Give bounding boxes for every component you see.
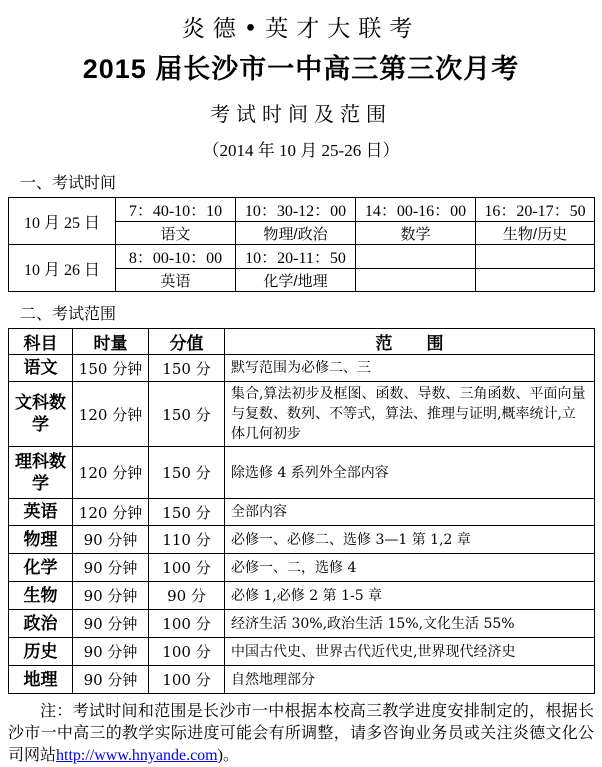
subject-cell	[476, 269, 595, 292]
footnote-text: 注：考试时间和范围是长沙市一中根据本校高三教学进度安排制定的，根据长沙市一中高三的教学实际进度可能会有所调整，请多咨询业务员或关注炎德文化公司网站	[8, 703, 594, 764]
score-cell: 100 分	[149, 610, 225, 638]
subject-name: 语文	[9, 355, 73, 382]
score-cell: 100 分	[149, 666, 225, 694]
subject-name: 物理	[9, 526, 73, 554]
subject-name: 英语	[9, 499, 73, 526]
table-row	[9, 582, 595, 610]
subject-cell: 数学	[356, 222, 476, 245]
table-row	[9, 382, 595, 447]
table-row	[9, 526, 595, 554]
table-row	[9, 447, 595, 499]
scope-cell: 自然地理部分	[225, 666, 595, 694]
scope-cell: 必修 1,必修 2 第 1-5 章	[225, 582, 595, 610]
subject-cell: 英语	[116, 269, 236, 292]
scope-cell: 必修一、必修二、选修 3—1 第 1,2 章	[225, 526, 595, 554]
subject-name: 理科数学	[9, 447, 73, 499]
footnote-tail: )。	[217, 747, 239, 764]
subject-name: 历史	[9, 638, 73, 666]
table-row	[9, 638, 595, 666]
table-row	[9, 245, 595, 269]
time-cell: 14：00-16：00	[356, 198, 476, 222]
duration-cell: 90 分钟	[73, 554, 149, 582]
table-header-row	[9, 329, 595, 355]
exam-date-range: （2014 年 10 月 25-26 日）	[202, 141, 400, 160]
date-cell: 10 月 26 日	[9, 245, 116, 292]
footnote	[8, 701, 594, 767]
subject-name: 文科数学	[9, 382, 73, 447]
subject-name: 化学	[9, 554, 73, 582]
date-cell: 10 月 25 日	[9, 198, 116, 245]
exam-title: 2015 届长沙市一中高三第三次月考	[82, 54, 520, 84]
duration-cell: 90 分钟	[73, 610, 149, 638]
scope-cell: 除选修 4 系列外全部内容	[225, 447, 595, 499]
time-cell	[476, 245, 595, 269]
scope-cell: 中国古代史、世界古代近代史,世界现代经济史	[225, 638, 595, 666]
score-cell: 100 分	[149, 638, 225, 666]
score-cell: 150 分	[149, 499, 225, 526]
subtitle: 考试时间及范围	[210, 102, 392, 126]
subject-name: 地理	[9, 666, 73, 694]
subject-cell: 物理/政治	[236, 222, 356, 245]
time-cell: 10：30-12：00	[236, 198, 356, 222]
scope-cell: 必修一、二，选修 4	[225, 554, 595, 582]
time-cell: 16：20-17：50	[476, 198, 595, 222]
subject-name: 生物	[9, 582, 73, 610]
score-cell: 100 分	[149, 554, 225, 582]
column-header-duration: 时量	[73, 329, 149, 355]
score-cell: 110 分	[149, 526, 225, 554]
column-header-score: 分值	[149, 329, 225, 355]
duration-cell: 90 分钟	[73, 638, 149, 666]
duration-cell: 120 分钟	[73, 499, 149, 526]
website-link[interactable]: http://www.hnyande.com	[56, 747, 218, 764]
section-2-label: 二、考试范围	[20, 306, 117, 323]
time-cell: 7：40-10：10	[116, 198, 236, 222]
scope-table	[8, 328, 595, 694]
subject-cell: 化学/地理	[236, 269, 356, 292]
column-header-subject: 科目	[9, 329, 73, 355]
duration-cell: 90 分钟	[73, 666, 149, 694]
table-row	[9, 554, 595, 582]
duration-cell: 120 分钟	[73, 447, 149, 499]
duration-cell: 90 分钟	[73, 526, 149, 554]
table-row	[9, 666, 595, 694]
schedule-table	[8, 197, 595, 292]
column-header-scope: 范 围	[225, 329, 595, 355]
time-cell	[356, 245, 476, 269]
scope-cell: 集合,算法初步及框图、函数、导数、三角函数、平面向量与复数、数列、不等式，算法、推理与证明,概率统计,立体几何初步	[225, 382, 595, 447]
time-cell: 8：00-10：00	[116, 245, 236, 269]
table-row	[9, 198, 595, 222]
table-row	[9, 355, 595, 382]
duration-cell: 90 分钟	[73, 582, 149, 610]
duration-cell: 120 分钟	[73, 382, 149, 447]
scope-cell: 经济生活 30%,政治生活 15%,文化生活 55%	[225, 610, 595, 638]
score-cell: 150 分	[149, 447, 225, 499]
duration-cell: 150 分钟	[73, 355, 149, 382]
subject-cell: 生物/历史	[476, 222, 595, 245]
table-row	[9, 499, 595, 526]
brand-title: 炎德•英才大联考	[181, 16, 421, 42]
time-cell: 10：20-11：50	[236, 245, 356, 269]
subject-cell: 语文	[116, 222, 236, 245]
subject-cell	[356, 269, 476, 292]
score-cell: 150 分	[149, 355, 225, 382]
subject-name: 政治	[9, 610, 73, 638]
section-1-label: 一、考试时间	[20, 175, 117, 192]
score-cell: 90 分	[149, 582, 225, 610]
scope-cell: 默写范围为必修二、三	[225, 355, 595, 382]
score-cell: 150 分	[149, 382, 225, 447]
scope-cell: 全部内容	[225, 499, 595, 526]
table-row	[9, 610, 595, 638]
